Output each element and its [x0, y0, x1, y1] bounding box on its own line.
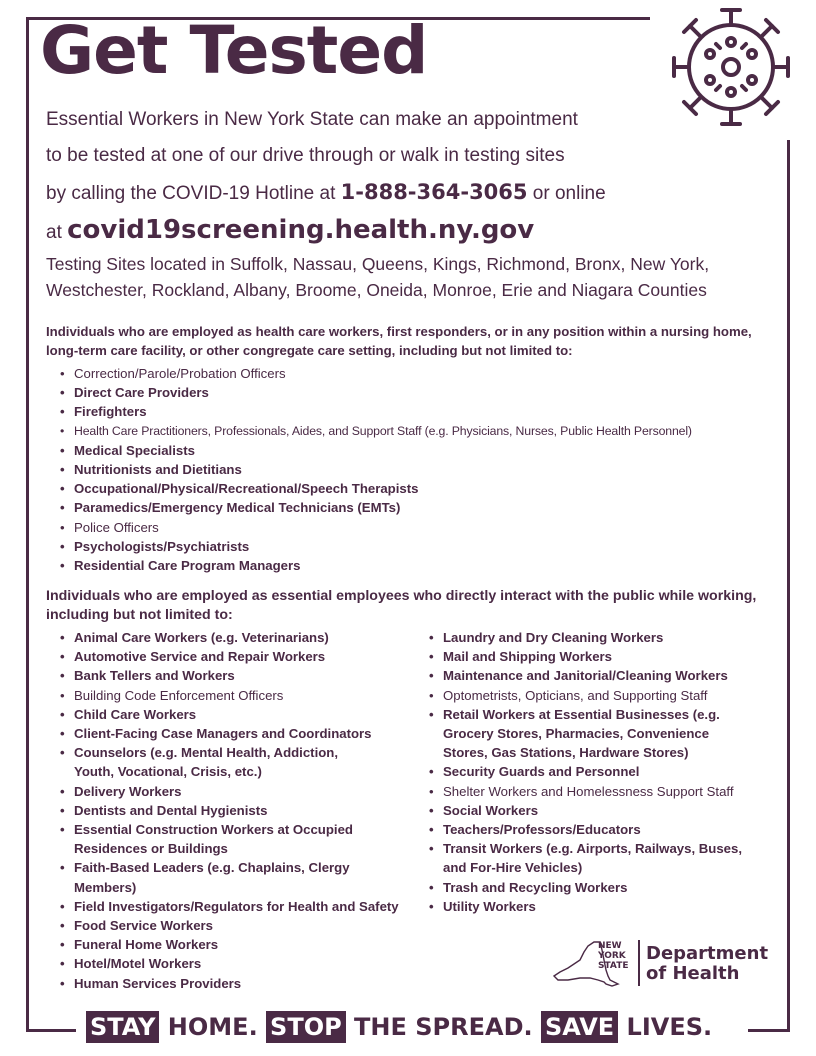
website-link[interactable]: covid19screening.health.ny.gov: [67, 215, 535, 245]
intro-line-4: [46, 212, 686, 251]
list-item: • Human Services Providers: [60, 974, 410, 993]
essential-section-heading: [46, 587, 786, 625]
list-item: • Retail Workers at Essential Businesses (e.g.: [429, 705, 769, 724]
frame-bottom-right: [748, 1029, 790, 1032]
intro-line-3-post: or online: [527, 183, 606, 204]
list-item-continuation: Residences or Buildings: [74, 841, 228, 857]
essential-heading-line-1: Individuals who are employed as essential employees who directly interact with the public while working,: [46, 588, 757, 604]
testing-sites-line-1: Testing Sites located in Suffolk, Nassau, Queens, Kings, Richmond, Bronx, New York,: [46, 254, 710, 274]
list-item: • Funeral Home Workers: [60, 935, 410, 954]
page-title: Get Tested: [40, 12, 428, 89]
health-heading-line-1: Individuals who are employed as health care workers, first responders, or in any position within a nursing home,: [46, 324, 752, 339]
frame-left: [26, 17, 29, 1032]
list-item: • Residential Care Program Managers: [60, 556, 692, 575]
list-item: • Mail and Shipping Workers: [429, 647, 769, 666]
nys-doh-logo: [550, 938, 770, 994]
testing-sites: [46, 251, 786, 303]
slogan-save: SAVE: [541, 1011, 618, 1043]
testing-sites-line-2: Westchester, Rockland, Albany, Broome, Oneida, Monroe, Erie and Niagara Counties: [46, 280, 707, 300]
essential-workers-list-right: [429, 628, 769, 916]
slogan-stay: STAY: [86, 1011, 159, 1043]
list-item: • Health Care Practitioners, Professionals, Aides, and Support Staff (e.g. Physicians, Nurses, Public Health Personnel): [60, 422, 692, 441]
list-item: • Laundry and Dry Cleaning Workers: [429, 628, 769, 647]
nys-line-2: YORK: [598, 951, 626, 961]
list-item: • Utility Workers: [429, 897, 769, 916]
intro-line-3: [46, 174, 686, 212]
list-item-continuation: Youth, Vocational, Crisis, etc.): [74, 764, 262, 780]
list-item: • Client-Facing Case Managers and Coordinators: [60, 724, 410, 743]
list-item: • Occupational/Physical/Recreational/Speech Therapists: [60, 479, 692, 498]
list-item: • Direct Care Providers: [60, 383, 692, 402]
list-item: • Teachers/Professors/Educators: [429, 820, 769, 839]
nys-line-1: NEW: [598, 941, 622, 951]
list-item: • Animal Care Workers (e.g. Veterinarians): [60, 628, 410, 647]
list-item: • Hotel/Motel Workers: [60, 954, 410, 973]
slogan-lives: LIVES.: [618, 1013, 713, 1041]
list-item: • Police Officers: [60, 518, 692, 537]
dept-line-2: of Health: [646, 963, 740, 984]
list-item: • Optometrists, Opticians, and Supporting Staff: [429, 686, 769, 705]
list-item: • Social Workers: [429, 801, 769, 820]
list-item-continuation: Members): [74, 879, 137, 895]
list-item: • Building Code Enforcement Officers: [60, 686, 410, 705]
health-heading-line-2: long-term care facility, or other congregate care setting, including but not limited to:: [46, 343, 573, 358]
essential-heading-line-2: including but not limited to:: [46, 607, 233, 623]
intro-line-1: Essential Workers in New York State can make an appointment: [46, 109, 578, 130]
intro-line-2: to be tested at one of our drive through or walk in testing sites: [46, 145, 565, 166]
list-item: • Maintenance and Janitorial/Cleaning Workers: [429, 666, 769, 685]
list-item: • Trash and Recycling Workers: [429, 878, 769, 897]
nys-line-3: STATE: [598, 961, 629, 971]
list-item: • Bank Tellers and Workers: [60, 666, 410, 685]
list-item: • Firefighters: [60, 402, 692, 421]
slogan-stop: STOP: [266, 1011, 346, 1043]
list-item: • Correction/Parole/Probation Officers: [60, 364, 692, 383]
list-item: • Delivery Workers: [60, 782, 410, 801]
list-item: • Paramedics/Emergency Medical Technicians (EMTs): [60, 498, 692, 517]
list-item: • Shelter Workers and Homelessness Support Staff: [429, 782, 769, 801]
hotline-number[interactable]: 1-888-364-3065: [340, 180, 528, 204]
slogan-the-spread: THE SPREAD.: [345, 1013, 541, 1041]
health-workers-list: [60, 364, 692, 575]
list-item: • Automotive Service and Repair Workers: [60, 647, 410, 666]
intro-line-4-pre: at: [46, 222, 68, 243]
list-item: • Transit Workers (e.g. Airports, Railways, Buses,: [429, 839, 769, 858]
list-item: • Essential Construction Workers at Occupied: [60, 820, 410, 839]
essential-workers-list-left: [60, 628, 410, 993]
intro-paragraph: [46, 102, 686, 251]
list-item: • Nutritionists and Dietitians: [60, 460, 692, 479]
list-item: • Security Guards and Personnel: [429, 762, 769, 781]
footer-slogan: [86, 1010, 746, 1044]
list-item: • Faith-Based Leaders (e.g. Chaplains, Clergy: [60, 858, 410, 877]
frame-bottom-left: [26, 1029, 76, 1032]
list-item: • Psychologists/Psychiatrists: [60, 537, 692, 556]
health-section-heading: [46, 322, 796, 360]
frame-right: [787, 140, 790, 1032]
list-item-continuation: Stores, Gas Stations, Hardware Stores): [443, 745, 689, 761]
list-item: • Medical Specialists: [60, 441, 692, 460]
list-item: • Child Care Workers: [60, 705, 410, 724]
list-item: • Dentists and Dental Hygienists: [60, 801, 410, 820]
department-name: [646, 944, 768, 984]
intro-line-3-pre: by calling the COVID-19 Hotline at: [46, 183, 341, 204]
list-item: • Counselors (e.g. Mental Health, Addiction,: [60, 743, 410, 762]
slogan-home: HOME.: [159, 1013, 267, 1041]
logo-divider: [638, 940, 640, 986]
list-item-continuation: Grocery Stores, Pharmacies, Convenience: [443, 726, 710, 742]
list-item-continuation: and For-Hire Vehicles): [443, 860, 583, 876]
dept-line-1: Department: [646, 943, 769, 964]
list-item: • Field Investigators/Regulators for Health and Safety: [60, 897, 410, 916]
nys-wordmark: [598, 941, 628, 971]
list-item: • Food Service Workers: [60, 916, 410, 935]
